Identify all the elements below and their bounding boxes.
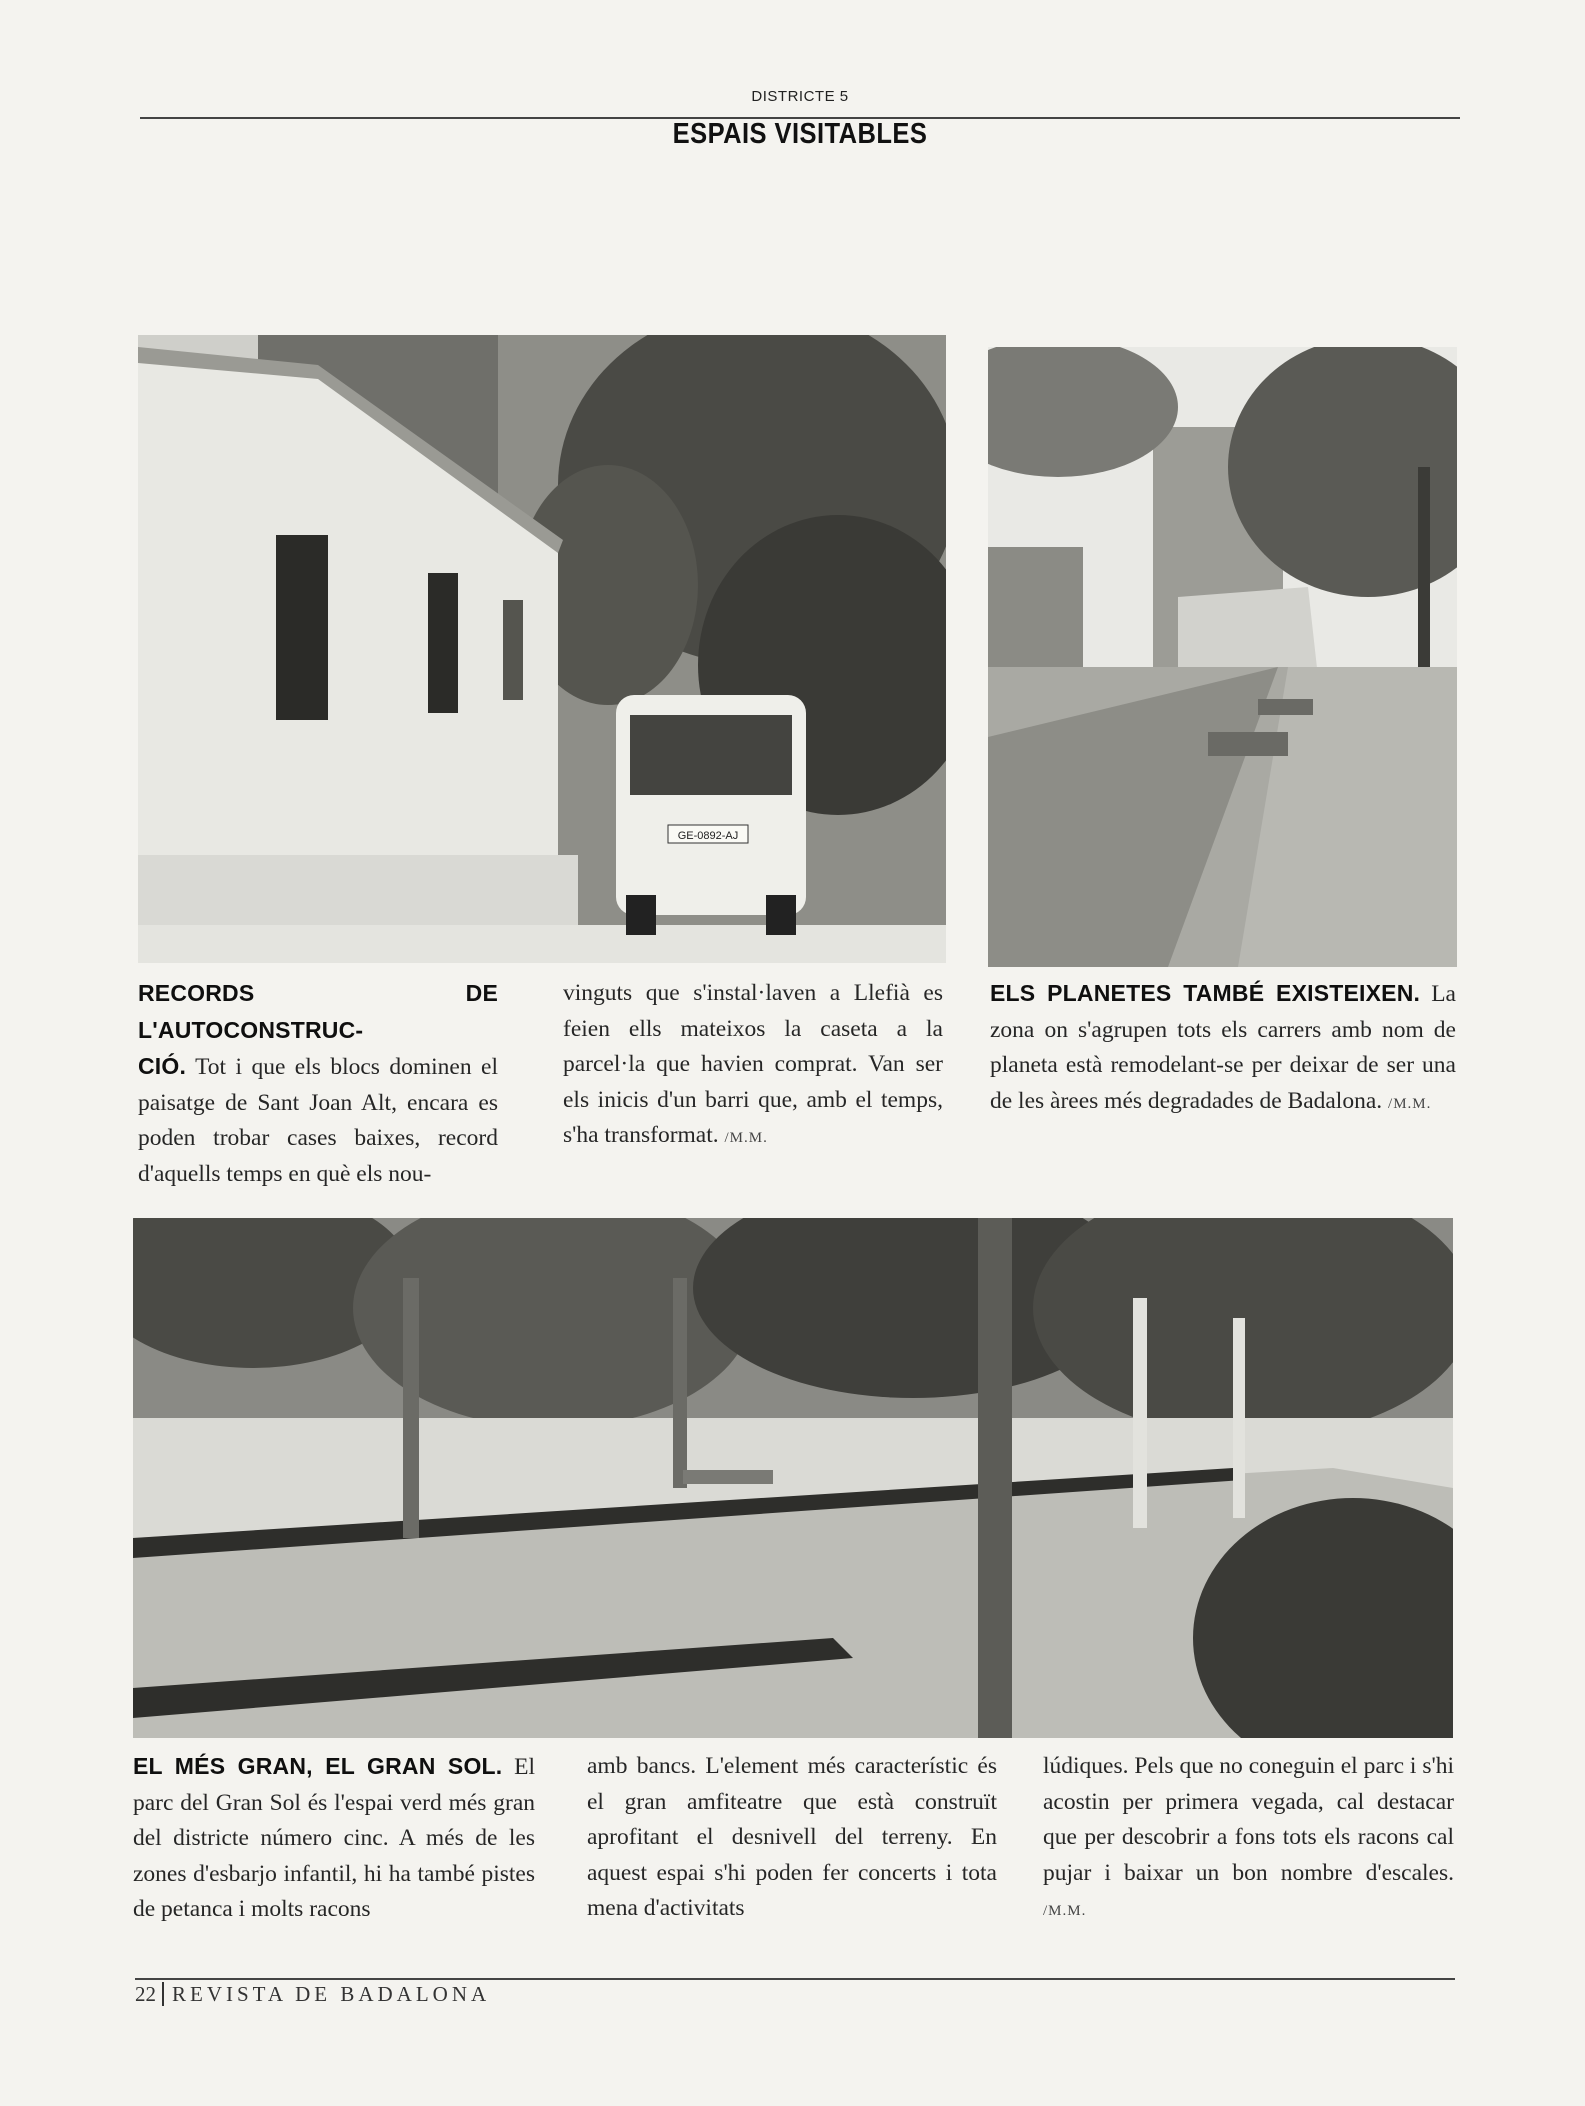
caption-planetes [990,976,1456,1122]
photo-self-built-houses [138,335,946,963]
author-signature: /M.M. [1043,1903,1087,1919]
caption-self-built-col1 [138,976,498,1192]
caption-body-gran-sol-col1: El parc del Gran Sol és l'espai verd més gran del districte número cinc. A més de les zones d'esbarjo infantil, hi ha també pistes de petanca i molts racons [133,1754,536,1922]
gran-sol-park-illustration [133,1218,1453,1738]
caption-title-self-built-line2: CIÓ. [138,1053,187,1079]
footer-rule [135,1978,1455,1980]
caption-self-built-col2 [563,976,943,1157]
author-signature: /M.M. [1388,1095,1432,1112]
caption-title-gran-sol: EL MÉS GRAN, EL GRAN SOL. [133,1753,503,1779]
van-license-plate: GE-0892-AJ [677,830,739,842]
house-van-illustration [138,335,946,963]
caption-body-self-built-col2: vinguts que s'instal·laven a Llefià es feien ells mateixos la caseta a la parcel·la que havien comprat. Van ser els inicis d'un barri que, amb el temps, s'ha transformat. [563,980,943,1148]
caption-title-self-built-line1: RECORDS DE L'AUTOCONSTRUC- [138,980,498,1043]
photo-gran-sol-park [133,1218,1453,1738]
caption-body-planetes: La zona on s'agrupen tots els carrers amb nom de planeta està remodelant-se per deixar de ser una de les àrees més degradades de Badalona. [990,981,1456,1114]
caption-body-self-built-col1: Tot i que els blocs dominen el paisatge de Sant Joan Alt, encara es poden trobar cases baixes, record d'aquells temps en què els nou- [138,1054,498,1187]
page-title: ESPAIS VISITABLES [672,118,928,150]
caption-body-gran-sol-col2: amb bancs. L'element més característic és el gran amfiteatre que està construït aprofitant el desnivell del terreny. En aquest espai s'hi poden fer concerts i tota mena d'activitats [587,1753,997,1921]
caption-body-gran-sol-col3: lúdiques. Pels que no coneguin el parc i s'hi acostin per primera vegada, cal destacar que per descobrir a fons tots els racons cal pujar i baixar un bon nombre d'escales. [1043,1753,1454,1886]
page-footer [135,1982,490,2007]
photo-planetes-square [988,347,1457,967]
caption-gran-sol-col1 [133,1749,535,1928]
author-signature: /M.M. [724,1130,768,1146]
section-label: DISTRICTE 5 [751,88,849,105]
publication-name: REVISTA DE BADALONA [172,1982,491,2006]
caption-gran-sol-col2 [587,1749,997,1927]
planetes-square-illustration [988,347,1457,967]
caption-gran-sol-col3 [1043,1749,1454,1930]
footer-divider [162,1982,164,2006]
caption-title-planetes: ELS PLANETES TAMBÉ EXISTEIXEN. [990,980,1421,1006]
page-number: 22 [135,1982,156,2006]
